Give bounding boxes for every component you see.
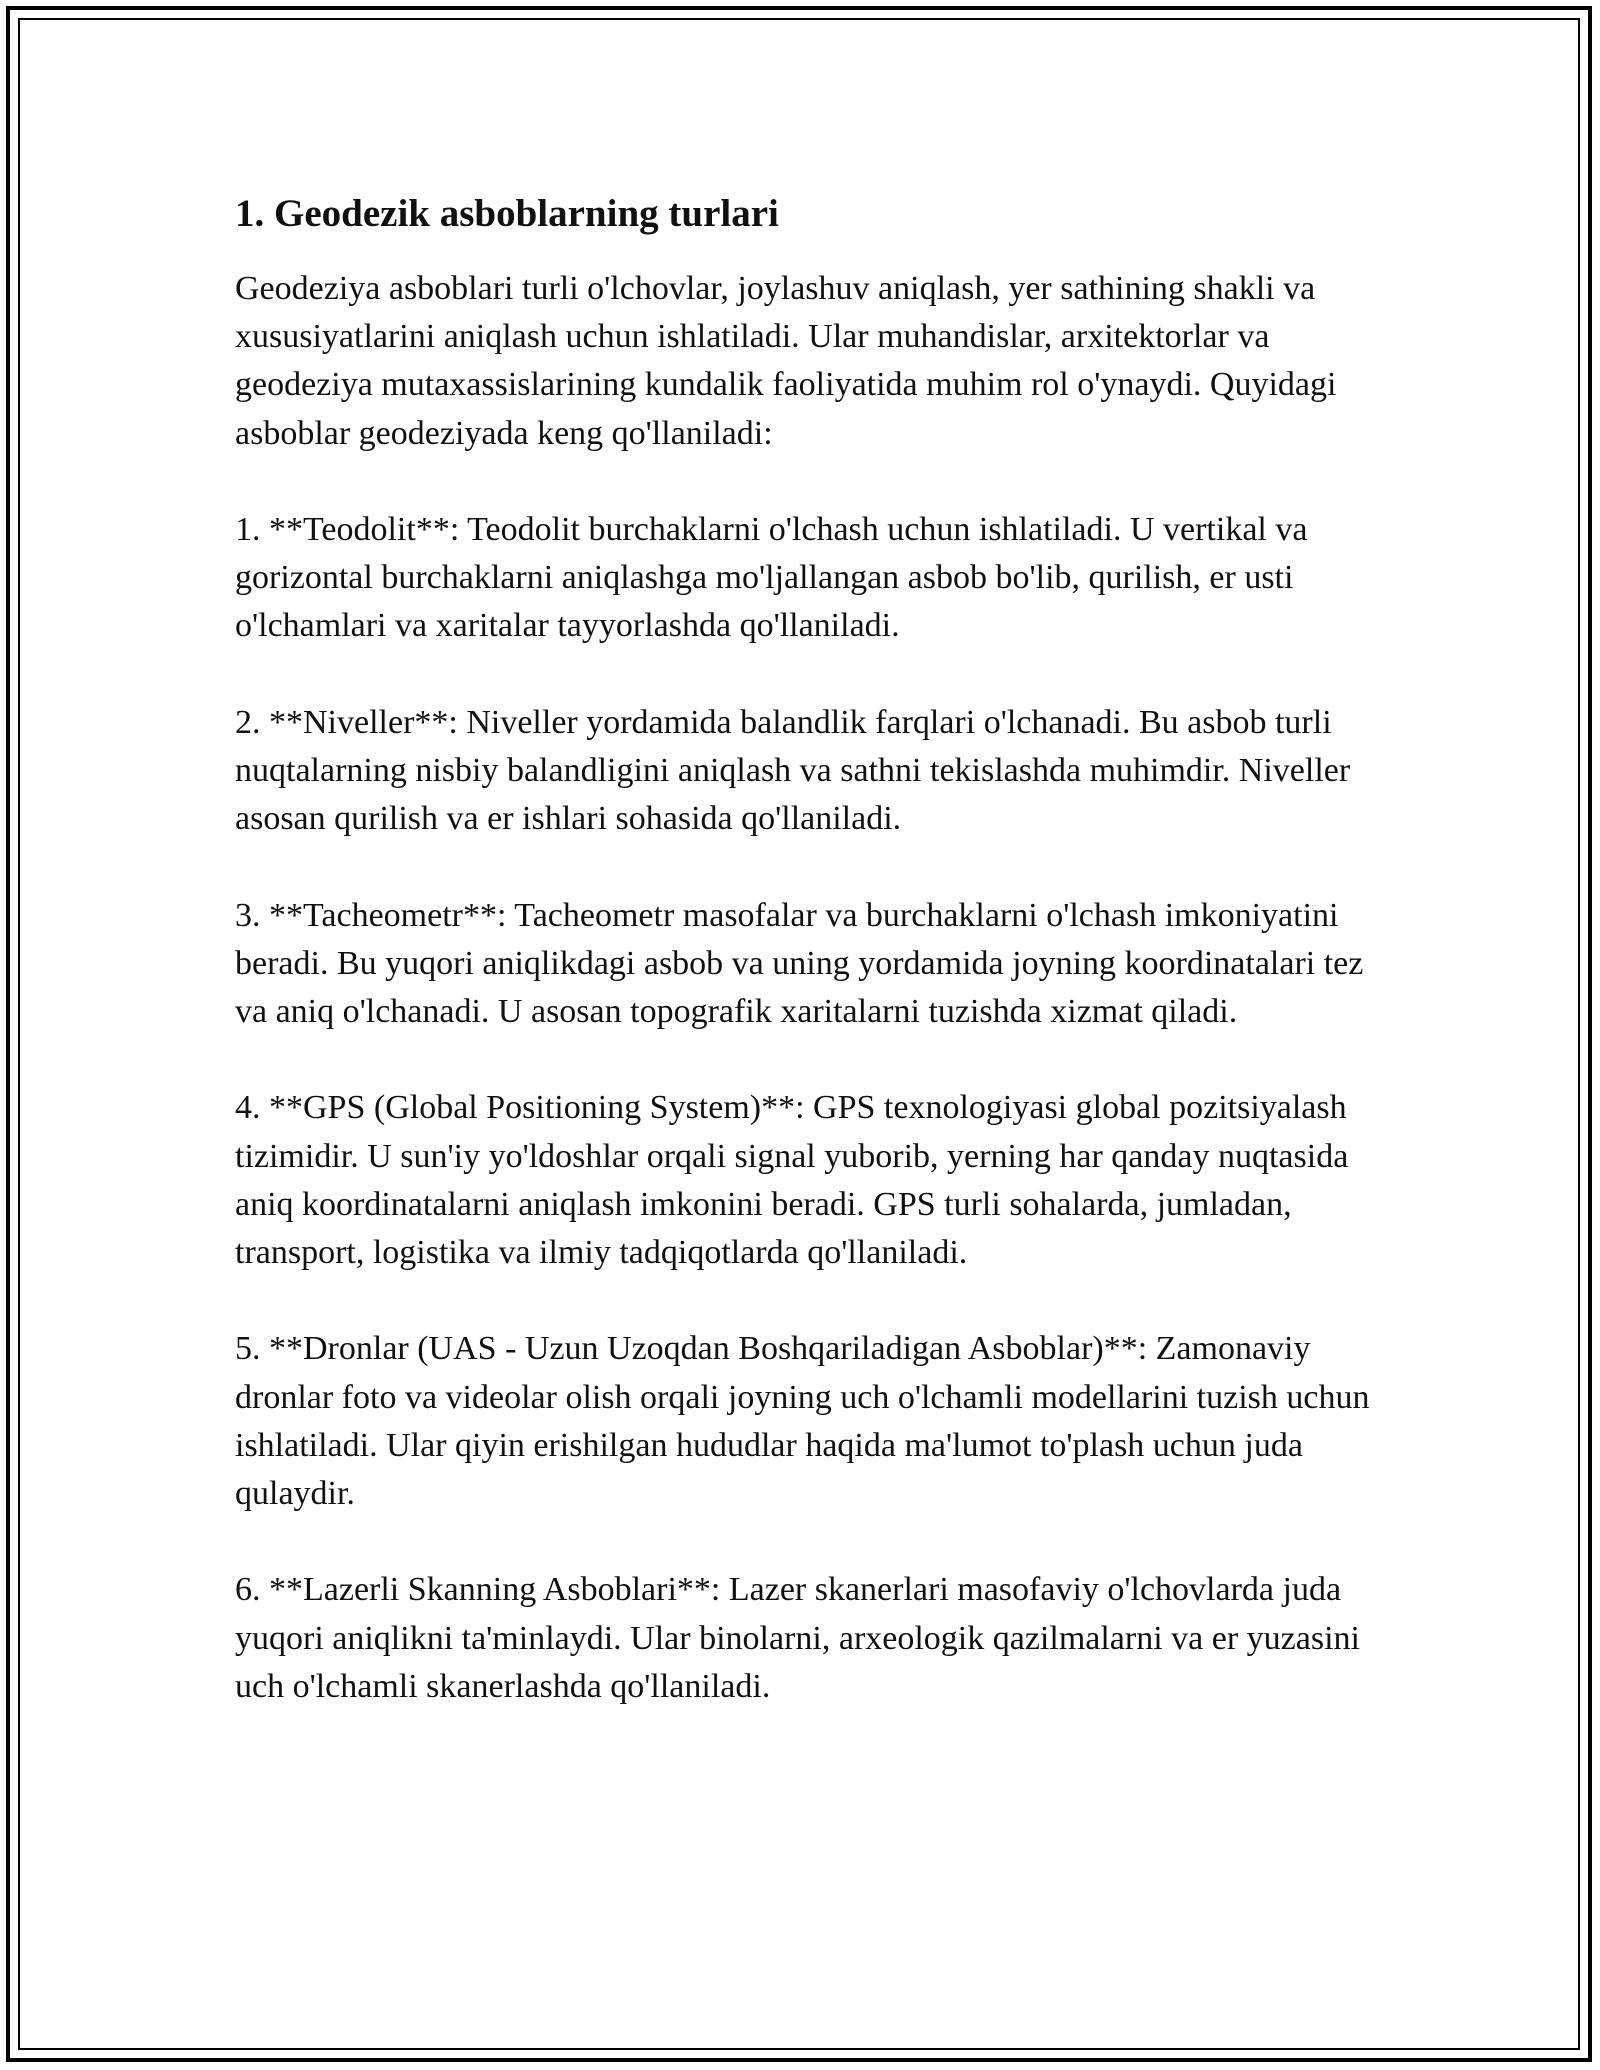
item-tacheometr-paragraph: 3. **Tacheometr**: Tacheometr masofalar va burchaklarni o'lchash imkoniyatini beradi. Bu yuqori aniqlikdagi asbob va uning yordamida joyning koordinatalari tez va aniq o'lchanadi. U asosan topografik xaritalarni tuzishda xizmat qiladi. [235,896,1364,1030]
item-niveller-paragraph: 2. **Niveller**: Niveller yordamida balandlik farqlari o'lchanadi. Bu asbob turli nuqtalarning nisbiy balandligini aniqlash va sathni tekislashda muhimdir. Niveller asosan qurilish va er ishlari sohasida qo'llaniladi. [235,703,1351,838]
document-body [235,186,1375,1711]
item-teodolit-paragraph: 1. **Teodolit**: Teodolit burchaklarni o'lchash uchun ishlatiladi. U vertikal va gorizontal burchaklarni aniqlashga mo'ljallangan asbob bo'lib, qurilish, er usti o'lchamlari va xaritalar tayyorlashda qo'llaniladi. [235,511,1308,645]
item-lazer-paragraph: 6. **Lazerli Skanning Asboblari**: Lazer skanerlari masofaviy o'lchovlarda juda yuqori aniqlikni ta'minlaydi. Ular binolarni, arxeologik qazilmalarni va er yuzasini uch o'lchamli skanerlashda qo'llaniladi. [235,1571,1360,1705]
section-heading: 1. Geodezik asboblarning turlari [235,192,779,235]
item-dronlar-paragraph: 5. **Dronlar (UAS - Uzun Uzoqdan Boshqariladigan Asboblar)**: Zamonaviy dronlar foto va videolar olish orqali joyning uch o'lchamli modellarini tuzish uchun ishlatiladi. Ular qiyin erishilgan hududlar haqida ma'lumot to'plash uchun juda qulaydir. [235,1330,1370,1512]
intro-paragraph: Geodeziya asboblari turli o'lchovlar, joylashuv aniqlash, yer sathining shakli va xususiyatlarini aniqlash uchun ishlatiladi. Ular muhandislar, arxitektorlar va geodeziya mutaxassislarining kundalik faoliyatida muhim rol o'ynaydi. Quyidagi asboblar geodeziyada keng qo'llaniladi: [235,270,1337,452]
item-gps-paragraph: 4. **GPS (Global Positioning System)**: GPS texnologiyasi global pozitsiyalash tizimidir. U sun'iy yo'ldoshlar orqali signal yuborib, yerning har qanday nuqtasida aniq koordinatalarni aniqlash imkonini beradi. GPS turli sohalarda, jumladan, transport, logistika va ilmiy tadqiqotlarda qo'llaniladi. [235,1089,1349,1271]
